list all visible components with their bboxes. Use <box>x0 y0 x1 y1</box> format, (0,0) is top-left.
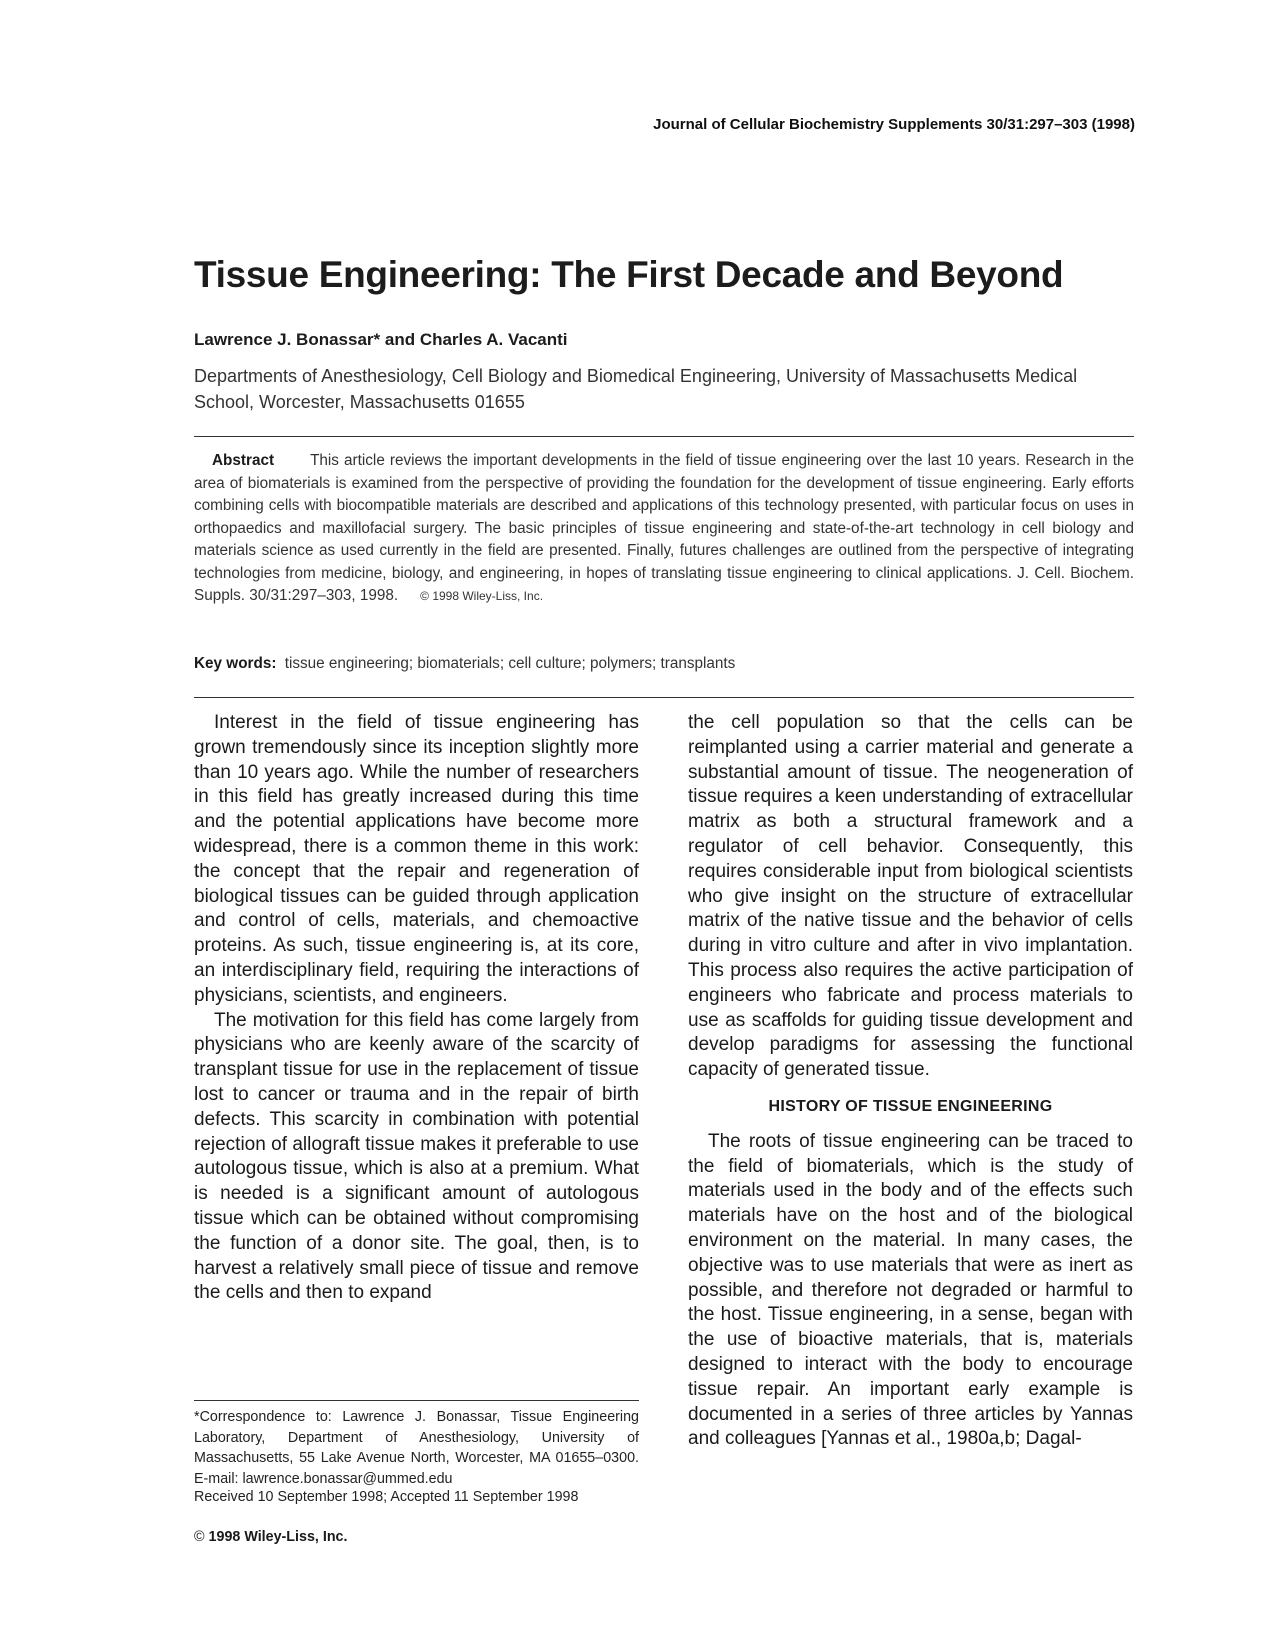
publisher-name: 1998 Wiley-Liss, Inc. <box>208 1529 348 1545</box>
received-dates: Received 10 September 1998; Accepted 11 September 1998 <box>194 1489 579 1505</box>
keywords-text: tissue engineering; biomaterials; cell culture; polymers; transplants <box>284 655 736 672</box>
abstract-bottom-divider <box>194 697 1134 698</box>
body-paragraph: The roots of tissue engineering can be traced to the field of biomaterials, which is the study of materials used in the body and of the effects such materials have on the host and of the biological environment on the material. In many cases, the objective was to use materials that were as inert as possible, and therefore not degraded or harmful to the host. Tissue engineering, in a sense, began with the use of bioactive materials, that is, materials designed to interact with the body to encourage tissue repair. An important early example is documented in a series of three articles by Yannas and colleagues [Yannas et al., 1980a,b; Dagal- <box>688 1130 1133 1450</box>
journal-citation-header: Journal of Cellular Biochemistry Supplements 30/31:297–303 (1998) <box>653 116 1135 133</box>
abstract-block <box>194 450 1134 608</box>
footnote-divider <box>194 1400 639 1401</box>
author-list: Lawrence J. Bonassar* and Charles A. Vacanti <box>194 330 568 349</box>
keywords-block <box>194 655 1134 673</box>
body-paragraph-continuation: the cell population so that the cells can be reimplanted using a carrier material and generate a substantial amount of tissue. The neogeneration of tissue requires a keen understanding of extracellular matrix as both a structural framework and a regulator of cell behavior. Consequently, this requires considerable input from biological scientists who give insight on the structure of extracellular matrix of the native tissue and the behavior of cells during in vitro culture and after in vivo implantation. This process also requires the active participation of engineers who fabricate and process materials to use as scaffolds for guiding tissue development and develop paradigms for assessing the functional capacity of generated tissue. <box>688 712 1133 1081</box>
abstract-text: This article reviews the important developments in the field of tissue engineering over the last 10 years. Research in the area of biomaterials is examined from the perspective of providing the foundation for the development of tissue engineering. Early efforts combining cells with biocompatible materials are described and applications of this technology presented, with particular focus on uses in orthopaedics and maxillofacial surgery. The basic principles of tissue engineering and state-of-the-art technology in cell biology and materials science as used currently in the field are presented. Finally, futures challenges are outlined from the perspective of integrating technologies from medicine, biology, and engineering, in hopes of translating tissue engineering to clinical applications. J. Cell. Biochem. Suppls. 30/31:297–303, 1998. <box>194 452 1134 604</box>
body-column-left <box>194 711 639 1306</box>
author-affiliation: Departments of Anesthesiology, Cell Biology and Biomedical Engineering, University of Massachusetts Medical School, Worcester, Massachusetts 01655 <box>194 366 1078 412</box>
abstract-label: Abstract <box>212 452 275 469</box>
section-heading: HISTORY OF TISSUE ENGINEERING <box>768 1097 1053 1115</box>
body-paragraph: The motivation for this field has come largely from physicians who are keenly aware of the scarcity of transplant tissue for use in the replacement of tissue lost to cancer or trauma and in the repair of birth defects. This scarcity in combination with potential rejection of allograft tissue makes it preferable to use autologous tissue, which is also at a premium. What is needed is a significant amount of autologous tissue which can be obtained without compromising the function of a donor site. The goal, then, is to harvest a relatively small piece of tissue and remove the cells and then to expand <box>194 1009 639 1304</box>
body-column-right <box>688 711 1133 1452</box>
publisher-copyright <box>194 1529 347 1545</box>
abstract-copyright: © 1998 Wiley-Liss, Inc. <box>420 589 544 603</box>
body-paragraph: Interest in the field of tissue engineering has grown tremendously since its inception slightly more than 10 years ago. While the number of researchers in this field has greatly increased during this time and the potential applications have become more widespread, there is a common theme in this work: the concept that the repair and regeneration of biological tissues can be guided through application and control of cells, materials, and chemoactive proteins. As such, tissue engineering is, at its core, an interdisciplinary field, requiring the interactions of physicians, scientists, and engineers. <box>194 712 639 1006</box>
abstract-top-divider <box>194 436 1134 437</box>
copyright-icon: © <box>194 1529 205 1545</box>
article-title: Tissue Engineering: The First Decade and Beyond <box>194 254 1064 295</box>
keywords-label: Key words: <box>194 655 277 672</box>
correspondence-footnote: *Correspondence to: Lawrence J. Bonassar, Tissue Engineering Laboratory, Department of Anesthesiology, University of Massachusetts, 55 Lake Avenue North, Worcester, MA 01655–0300. E-mail: lawrence.bonassar@ummed.edu <box>194 1409 639 1487</box>
